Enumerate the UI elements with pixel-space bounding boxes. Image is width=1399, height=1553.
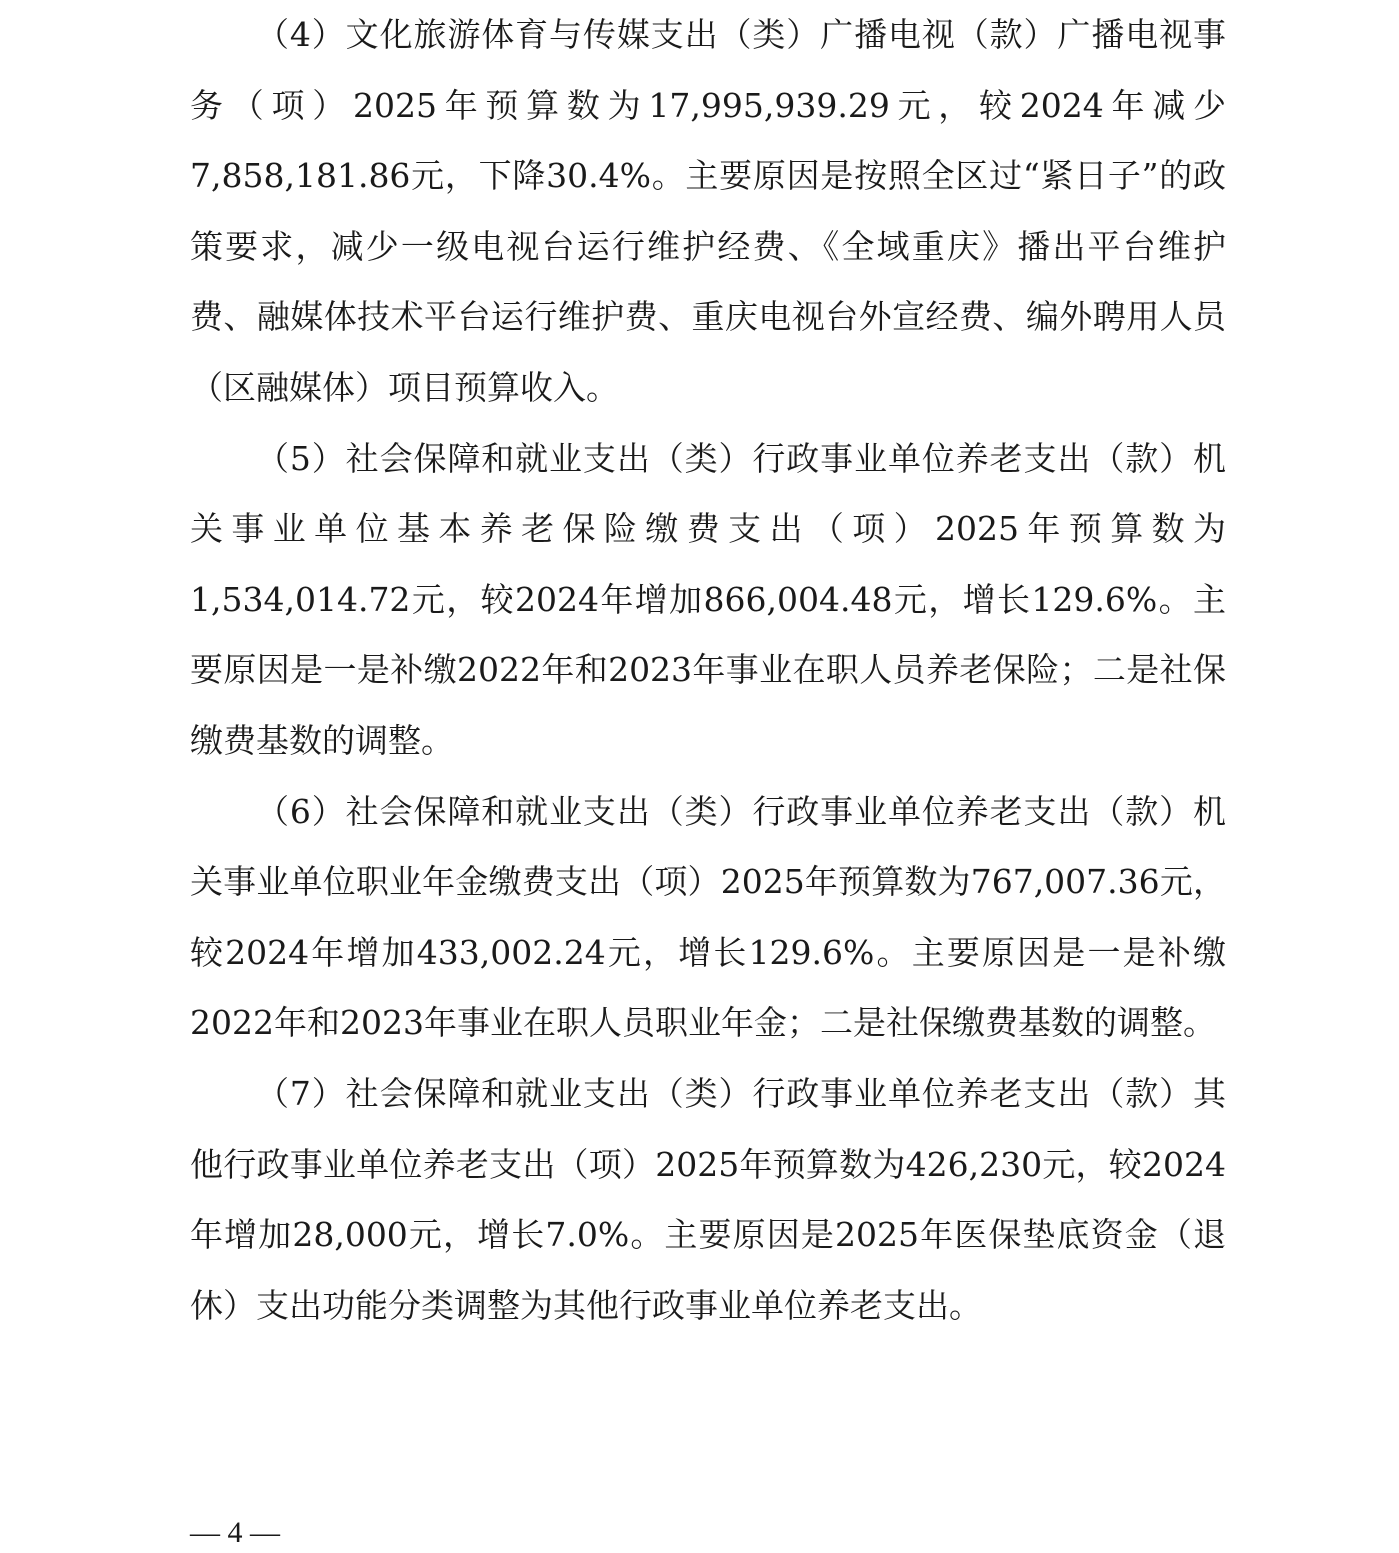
paragraph-item-5: （5）社会保障和就业支出（类）行政事业单位养老支出（款）机关事业单位基本养老保险缴费支出（项）2025年预算数为1,534,014.72元，较2024年增加866,004.48元，增长129.6%。主要原因是一是补缴2022年和2023年事业在职人员养老保险；二是社保缴费基数的调整。	[190, 438, 1226, 760]
paragraph-item-7: （7）社会保障和就业支出（类）行政事业单位养老支出（款）其他行政事业单位养老支出（项）2025年预算数为426,230元，较2024年增加28,000元，增长7.0%。主要原因是2025年医保垫底资金（退休）支出功能分类调整为其他行政事业单位养老支出。	[190, 1073, 1226, 1325]
page-number: — 4 —	[190, 1516, 280, 1549]
document-body	[190, 0, 1226, 1341]
paragraph-item-4: （4）文化旅游体育与传媒支出（类）广播电视（款）广播电视事务（项）2025年预算数为17,995,939.29元，较2024年减少7,858,181.86元，下降30.4%。主要原因是按照全区过“紧日子”的政策要求，减少一级电视台运行维护经费、《全域重庆》播出平台维护费、融媒体技术平台运行维护费、重庆电视台外宣经费、编外聘用人员（区融媒体）项目预算收入。	[190, 15, 1226, 407]
paragraph-item-6: （6）社会保障和就业支出（类）行政事业单位养老支出（款）机关事业单位职业年金缴费支出（项）2025年预算数为767,007.36元，较2024年增加433,002.24元，增长129.6%。主要原因是一是补缴2022年和2023年事业在职人员职业年金；二是社保缴费基数的调整。	[190, 791, 1226, 1043]
